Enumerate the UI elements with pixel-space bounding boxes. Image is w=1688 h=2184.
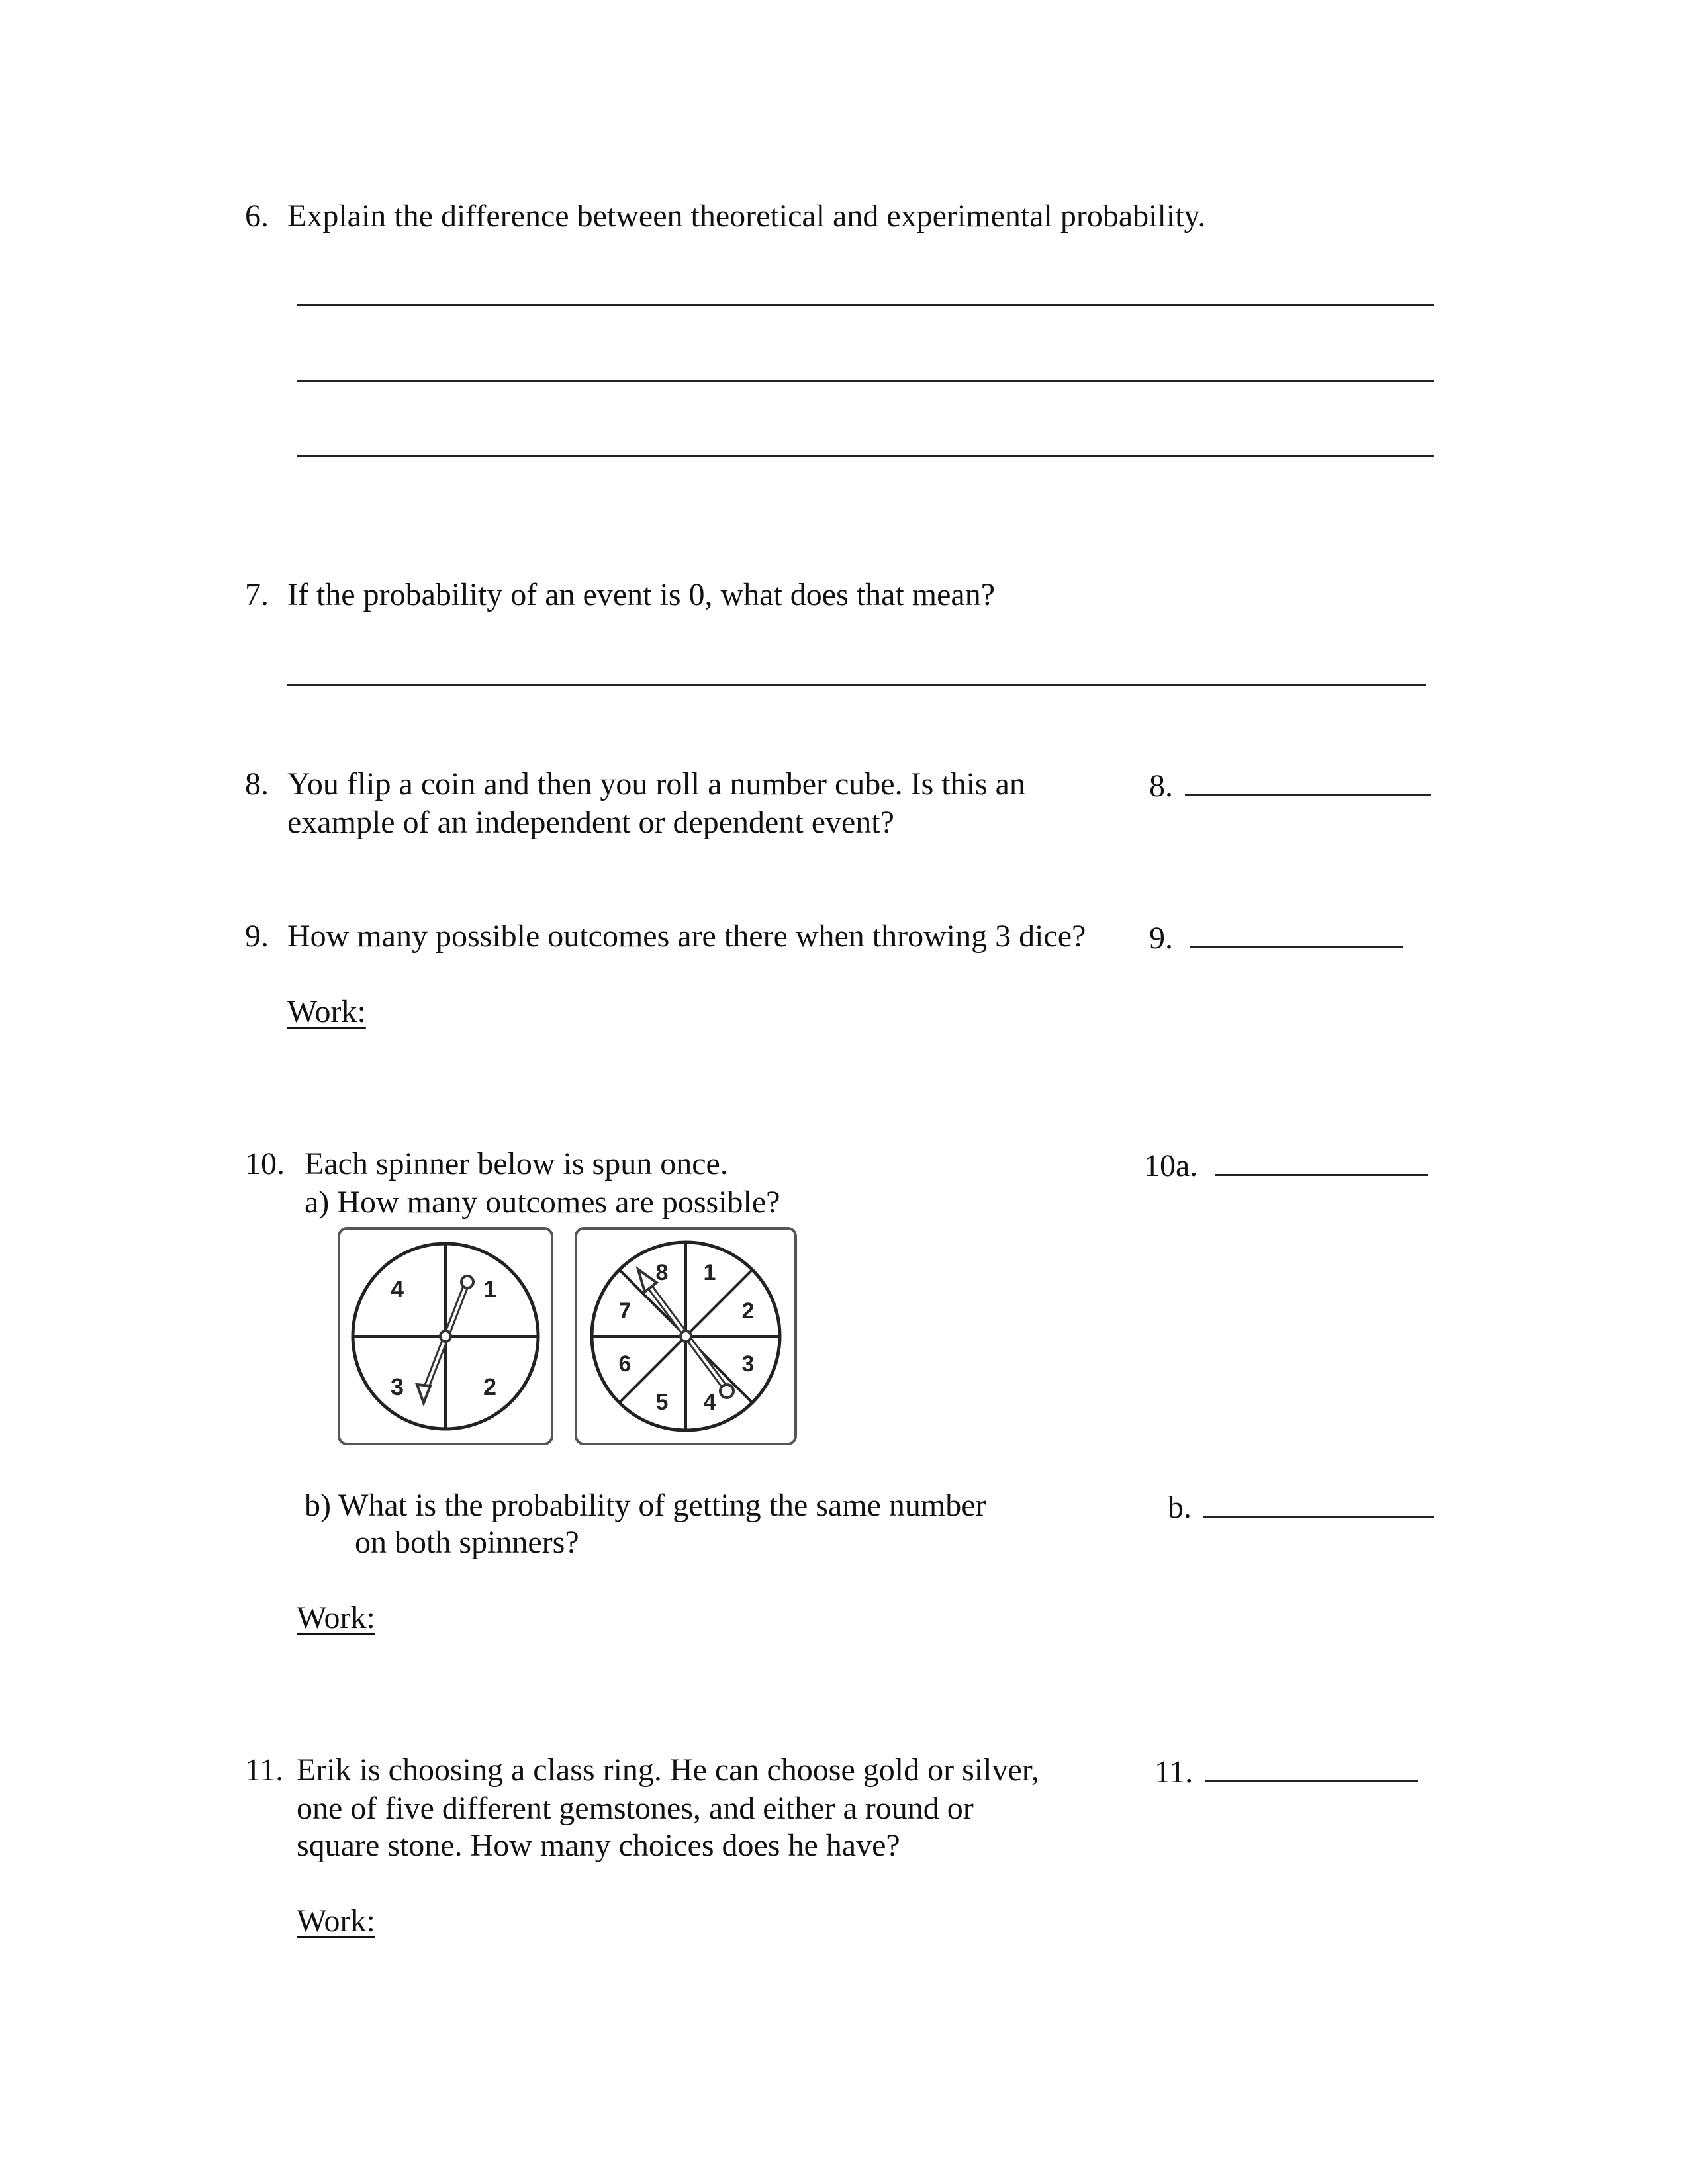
spinner-2-label-3: 3 [741, 1351, 755, 1377]
q11-text-line-1: Erik is choosing a class ring. He can choose gold or silver, [297, 1752, 1039, 1788]
spinner-2-label-7: 7 [618, 1298, 632, 1324]
q8-answer-blank[interactable] [1185, 765, 1431, 796]
spinner-2-label-8: 8 [655, 1260, 669, 1285]
spinner-4-sections [336, 1226, 555, 1447]
q11-number: 11. [245, 1752, 284, 1788]
q9-answer-label [1149, 917, 1403, 958]
q11-work-label: Work: [297, 1903, 375, 1938]
q7-answer-line[interactable] [287, 684, 1426, 686]
spinner-1-label-1: 1 [483, 1275, 497, 1302]
q10b-text-line-2: on both spinners? [355, 1525, 579, 1560]
q10b-text-line-1: b) What is the probability of getting the same number [305, 1488, 986, 1523]
q8-text-line-1: You flip a coin and then you roll a number cube. Is this an [287, 766, 1025, 801]
spinner-2-label-1: 1 [703, 1260, 716, 1285]
q7-text: If the probability of an event is 0, what does that mean? [287, 577, 996, 612]
q7-number: 7. [245, 577, 269, 612]
spinner-2-hub [680, 1331, 691, 1342]
q8-number: 8. [245, 766, 269, 801]
q11-answer-blank[interactable] [1205, 1751, 1418, 1782]
q6-answer-line-3[interactable] [297, 455, 1434, 457]
spinner-1-label-3: 3 [390, 1373, 404, 1400]
q6-number: 6. [245, 199, 269, 234]
q8-answer-number: 8. [1149, 768, 1173, 803]
q6-text: Explain the difference between theoretical and experimental probability. [287, 199, 1206, 234]
q9-answer-number: 9. [1149, 921, 1173, 956]
q11-text-line-2: one of five different gemstones, and either a round or [297, 1791, 974, 1826]
q10b-answer-number: b. [1168, 1490, 1192, 1525]
q10a-answer-blank[interactable] [1215, 1145, 1428, 1176]
q10b-answer-blank[interactable] [1203, 1486, 1434, 1518]
q9-text: How many possible outcomes are there when throwing 3 dice? [287, 919, 1086, 954]
spinner-1-hub [440, 1331, 451, 1342]
q6-answer-line-2[interactable] [297, 380, 1434, 382]
q11-answer-number: 11. [1154, 1754, 1194, 1790]
q9-number: 9. [245, 919, 269, 954]
q11-answer-label [1154, 1751, 1418, 1792]
q10a-answer-number: 10a. [1144, 1148, 1198, 1183]
q8-text-line-2: example of an independent or dependent event? [287, 805, 894, 840]
q10a-text: a) How many outcomes are possible? [305, 1185, 780, 1220]
q8-answer-label [1149, 765, 1431, 805]
spinner-8-sections [573, 1226, 798, 1447]
q9-work-label: Work: [287, 994, 366, 1029]
q11-text-line-3: square stone. How many choices does he have? [297, 1828, 900, 1863]
spinner-2-label-2: 2 [741, 1298, 755, 1324]
q10-number: 10. [245, 1146, 285, 1181]
q9-answer-blank[interactable] [1190, 917, 1403, 948]
spinner-2-label-4: 4 [703, 1390, 716, 1415]
spinner-2-label-6: 6 [618, 1351, 632, 1377]
spinner-2-label-5: 5 [655, 1390, 669, 1415]
spinner-1-label-4: 4 [390, 1275, 404, 1302]
q10-work-label: Work: [297, 1600, 375, 1635]
q6-answer-line-1[interactable] [297, 304, 1434, 306]
spinner-1-label-2: 2 [483, 1373, 497, 1400]
q10a-answer-label [1144, 1145, 1428, 1185]
q10b-answer-label [1168, 1486, 1434, 1527]
q10-text: Each spinner below is spun once. [305, 1146, 728, 1181]
